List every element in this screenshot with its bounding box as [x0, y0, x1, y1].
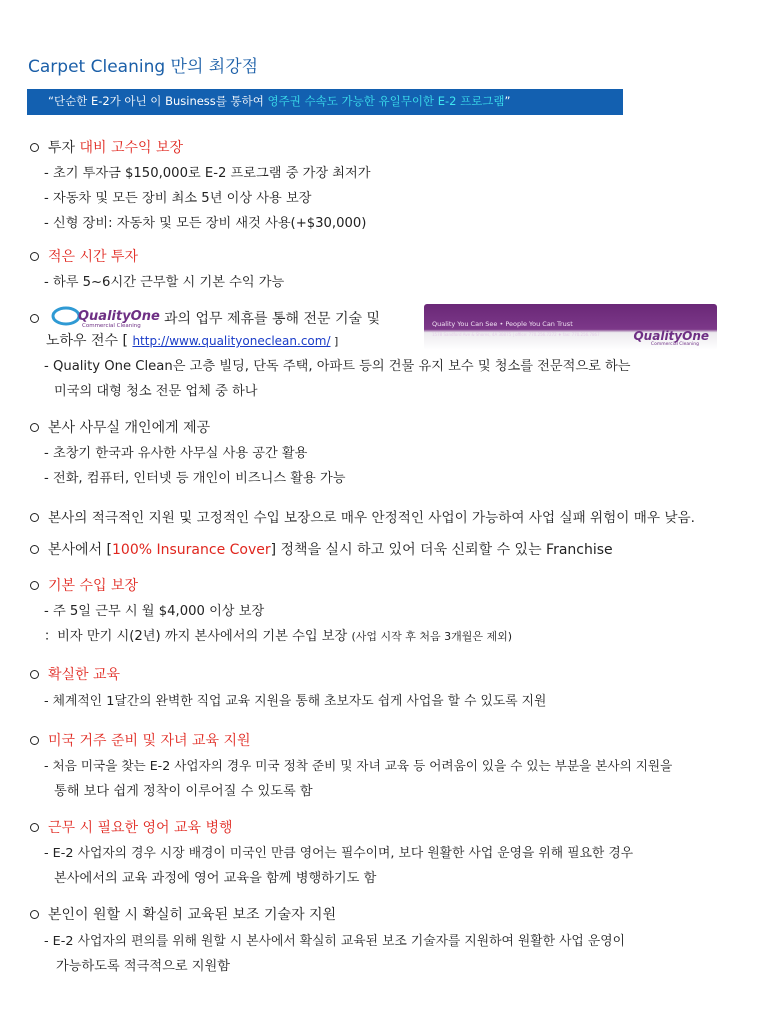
page-title: Carpet Cleaning 만의 최강점 [28, 57, 259, 77]
circle-bullet-icon [30, 823, 39, 832]
section-highlight: 기본 수입 보장 [48, 578, 139, 594]
list-item: - 주 5일 근무 시 월 $4,000 이상 보장 [44, 604, 265, 619]
circle-bullet-icon [30, 581, 39, 590]
list-item: - 전화, 컴퓨터, 인터넷 등 개인이 비즈니스 활용 가능 [44, 471, 346, 486]
circle-bullet-icon [30, 670, 39, 679]
quality-one-banner-image [424, 304, 717, 350]
section-text: 본인이 원할 시 확실히 교육된 보조 기술자 지원 [48, 907, 337, 923]
section-highlight: 근무 시 필요한 영어 교육 병행 [48, 820, 233, 836]
circle-bullet-icon [30, 910, 39, 919]
section-investment-return [30, 137, 183, 157]
list-item: - 처음 미국을 찾는 E-2 사업자의 경우 미국 정착 준비 및 자녀 교육 등 어려움이 있을 수 있는 부분을 본사의 지원을 [44, 758, 673, 773]
circle-bullet-icon [30, 143, 39, 152]
section-less-time [30, 246, 138, 266]
section-text: 투자 [48, 140, 80, 156]
list-item: - 자동차 및 모든 장비 최소 5년 이상 사용 보장 [44, 191, 312, 206]
section-highlight: 확실한 교육 [48, 667, 121, 683]
banner-end: ” [504, 94, 511, 108]
list-item-text: ：비자 만기 시(2년) 까지 본사에서의 기본 수입 보장 [44, 629, 352, 644]
list-item-note: (사업 시작 후 처음 3개월은 제외) [351, 630, 513, 643]
section-highlight: 미국 거주 준비 및 자녀 교육 지원 [48, 733, 251, 749]
banner-tagline: Quality You Can See • People You Can Trust [432, 320, 573, 328]
section-text: 과의 업무 제휴를 통해 전문 기술 및 [164, 311, 381, 327]
section-assistant [30, 904, 336, 924]
section-text: 본사에서 [ [48, 542, 113, 558]
section-text: 본사 사무실 개인에게 제공 [48, 420, 211, 436]
section-text: 노하우 전수 [ [46, 333, 133, 349]
section-stability [30, 506, 695, 526]
list-item-continued: 가능하도록 적극적으로 지원함 [56, 959, 230, 974]
list-item-continued: 통해 보다 쉽게 정착이 이루어질 수 있도록 함 [54, 784, 313, 799]
section-office [30, 417, 210, 437]
banner-lead: “단순한 E-2가 아닌 이 Business를 통하여 [48, 94, 268, 108]
list-item: - 초기 투자금 $150,000로 E-2 프로그램 중 가장 최저가 [44, 166, 371, 181]
headline-banner-text [48, 93, 511, 109]
circle-bullet-icon [30, 423, 39, 432]
section-insurance [30, 539, 613, 559]
svg-text:Commercial Cleaning: Commercial Cleaning [82, 323, 141, 329]
quality-one-logo [50, 305, 162, 333]
link-bracket: ] [330, 335, 339, 348]
circle-bullet-icon [30, 252, 39, 261]
list-item: - 하루 5~6시간 근무할 시 기본 수익 가능 [44, 275, 285, 290]
circle-bullet-icon [30, 545, 39, 554]
section-english [30, 817, 233, 837]
list-item: - E-2 사업자의 경우 시장 배경이 미국인 만큼 영어는 필수이며, 보다 원활한 사업 운영을 위해 필요한 경우 [44, 846, 634, 861]
list-item [44, 625, 512, 644]
section-settlement [30, 730, 251, 750]
circle-bullet-icon [30, 736, 39, 745]
section-partnership [30, 305, 380, 333]
list-item: - 체계적인 1달간의 완벽한 직업 교육 지원을 통해 초보자도 쉽게 사업을 할 수 있도록 지원 [44, 694, 547, 709]
list-item: - 신형 장비: 자동차 및 모든 장비 새것 사용(+$30,000) [44, 216, 367, 231]
section-text: ] 정책을 실시 하고 있어 더욱 신뢰할 수 있는 Franchise [270, 542, 613, 558]
section-partnership-line2 [46, 330, 338, 350]
banner-address: 1578 Sandford Ave & Shores, 4A 30875 | office: 770.256.7272 ♦ fax: 770.256.7867 [432, 332, 600, 337]
section-text: 본사의 적극적인 지원 및 고정적인 수입 보장으로 매우 안정적인 사업이 가능하여 사업 실패 위험이 매우 낮음. [48, 510, 695, 526]
section-base-income [30, 575, 138, 595]
banner-logo-text: QualityOne [633, 329, 709, 343]
svg-text:QualityOne: QualityOne [78, 309, 160, 324]
banner-logo-sub: Commercial Cleaning [650, 342, 699, 347]
banner-logo [633, 329, 709, 343]
quality-one-link[interactable]: http://www.qualityoneclean.com/ [132, 334, 331, 348]
section-highlight: 100% Insurance Cover [112, 542, 271, 558]
list-item: - Quality One Clean은 고층 빌딩, 단독 주택, 아파트 등의 건물 유지 보수 및 청소를 전문적으로 하는 [44, 359, 631, 374]
section-highlight: 적은 시간 투자 [48, 249, 139, 265]
circle-bullet-icon [30, 513, 39, 522]
list-item: - 초창기 한국과 유사한 사무실 사용 공간 활용 [44, 446, 308, 461]
banner-highlight: 영주권 수속도 가능한 유일무이한 E-2 프로그램 [267, 94, 505, 108]
circle-bullet-icon [30, 314, 39, 323]
list-item-continued: 본사에서의 교육 과정에 영어 교육을 함께 병행하기도 함 [54, 871, 377, 886]
list-item-continued: 미국의 대형 청소 전문 업체 중 하나 [54, 384, 258, 399]
section-highlight: 대비 고수익 보장 [79, 140, 184, 156]
section-training [30, 664, 120, 684]
list-item: - E-2 사업자의 편의를 위해 원할 시 본사에서 확실히 교육된 보조 기술자를 지원하여 원활한 사업 운영이 [44, 934, 625, 949]
